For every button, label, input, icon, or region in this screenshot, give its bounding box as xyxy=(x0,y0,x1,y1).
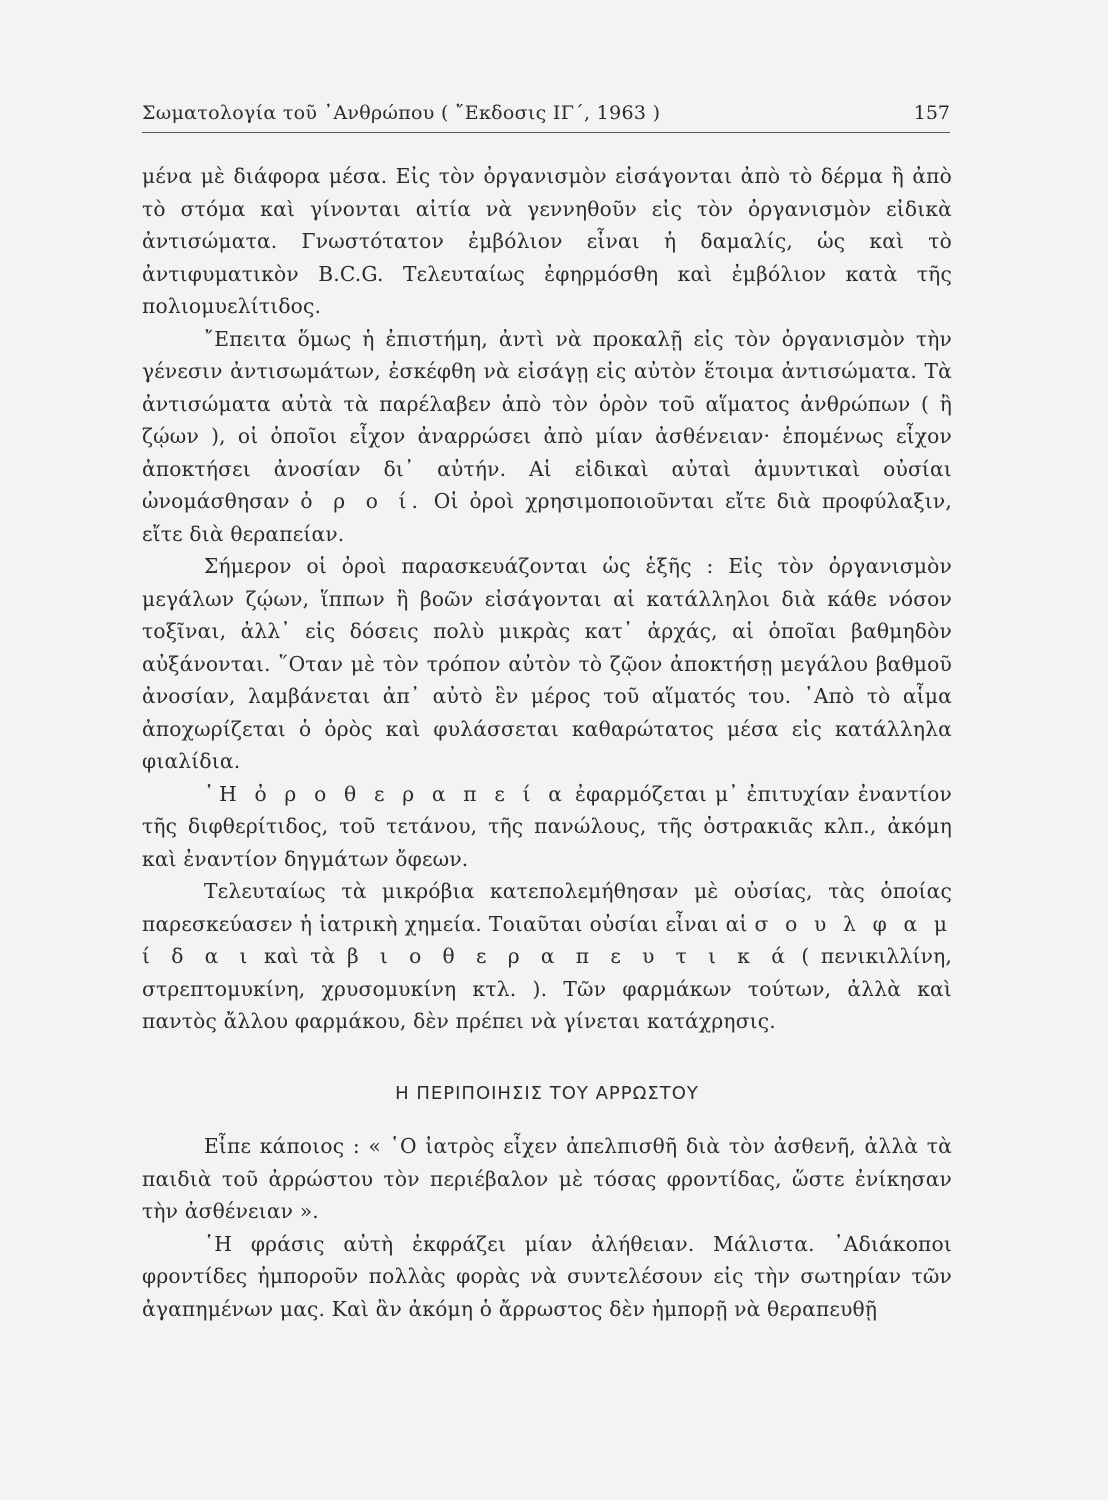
term-orotherapeia: ῾Η ὀ ρ ο θ ε ρ α π ε ί α xyxy=(204,781,567,806)
paragraph-3: Σήμερον οἱ ὀροὶ παρασκευάζονται ὡς ἑξῆς : Εἰς τὸν ὀργανισμὸν μεγάλων ζῴων, ἵππων ἢ βοῶν εἰσάγονται αἱ κατάλληλοι διὰ κάθε νόσον τοξῖναι, ἀλλ᾿ εἰς δόσεις πολὺ μικρὰς κατ᾿ ἀρχάς, αἱ ὁποῖαι βαθμηδὸν αὐξάνονται. ῞Οταν μὲ τὸν τρόπον αὐτὸν τὸ ζῷον ἀποκτήσῃ μεγάλου βαθμοῦ ἀνοσίαν, λαμβάνεται ἀπ᾿ αὐτὸ ἓν μέρος τοῦ αἵματός του. ᾿Απὸ τὸ αἷμα ἀποχωρίζεται ὁ ὀρὸς καὶ φυλάσσεται καθαρώτατος μέσα εἰς κατάλληλα φιαλίδια. xyxy=(142,554,952,773)
paragraph-4-text: ἐφαρμόζεται μ᾿ ἐπιτυχίαν ἐναντίον τῆς διφθερίτιδος, τοῦ τετάνου, τῆς πανώλους, τῆς ὀστρακιᾶς κλπ., ἀκόμη καὶ ἐναντίον δηγμάτων ὄφεων. xyxy=(142,781,953,871)
paragraph-6: Εἶπε κάποιος : « ῾Ο ἰατρὸς εἶχεν ἀπελπισθῆ διὰ τὸν ἀσθενῆ, ἀλλὰ τὰ παιδιὰ τοῦ ἀρρώστου τὸν περιέβαλον μὲ τόσας φροντίδας, ὥστε ἐνίκησαν τὴν ἀσθένειαν ». xyxy=(142,1134,952,1223)
section-heading: Η ΠΕΡΙΠΟΙΗΣΙΣ ΤΟΥ ΑΡΡΩΣΤΟΥ xyxy=(395,1082,699,1104)
term-oroi: ὀ ρ ο ί. xyxy=(300,489,423,513)
term-biotherapeutika: β ι ο θ ε ρ α π ε υ τ ι κ ά xyxy=(346,944,790,968)
term-soulfamidai: σ ο υ λ φ α μ ί δ α ι xyxy=(142,911,952,968)
paragraph-1: μένα μὲ διάφορα μέσα. Εἰς τὸν ὀργανισμὸν εἰσάγονται ἀπὸ τὸ δέρμα ἢ ἀπὸ τὸ στόμα καὶ γίνονται αἰτία νὰ γεννηθοῦν εἰς τὸν ὀργανισμὸν εἰδικὰ ἀντισώματα. Γνωστότατον ἐμβόλιον εἶναι ἡ δαμαλίς, ὡς καὶ τὸ ἀντιφυματικὸν B.C.G. Τελευταίως ἐφηρμόσθη καὶ ἐμβόλιον κατὰ τῆς πολιομυελίτιδος. xyxy=(142,164,952,318)
paragraph-2-end: Οἱ ὀροὶ χρησιμοποιοῦνται εἴτε διὰ προφύλαξιν, εἴτε διὰ θεραπείαν. xyxy=(142,489,952,546)
body-text xyxy=(142,160,952,1325)
paragraph-7: ῾Η φράσις αὐτὴ ἐκφράζει μίαν ἀλήθειαν. Μάλιστα. ᾿Αδιάκοποι φροντίδες ἠμποροῦν πολλὰς φορὰς νὰ συντελέσουν εἰς τὴν σωτηρίαν τῶν ἀγαπημένων μας. Καὶ ἂν ἀκόμη ὁ ἄρρωστος δὲν ἠμπορῇ νὰ θεραπευθῇ xyxy=(142,1231,952,1321)
paragraph-5-end: ( πενικιλλίνη, στρεπτομυκίνη, χρυσομυκίνη κτλ. ). Τῶν φαρμάκων τούτων, ἀλλὰ καὶ παντὸς ἄλλου φαρμάκου, δὲν πρέπει νὰ γίνεται κατάχρησις. xyxy=(142,944,953,1033)
paragraph-5 xyxy=(142,875,952,1038)
paragraph-4 xyxy=(142,778,952,876)
header-title: Σωματολογία τοῦ ᾿Ανθρώπου ( ῎Εκδοσις ΙΓ΄, 1963 ) xyxy=(142,102,661,124)
paragraph-2-text: ῎Επειτα ὅμως ἡ ἐπιστήμη, ἀντὶ νὰ προκαλῇ εἰς τὸν ὀργανισμὸν τὴν γένεσιν ἀντισωμάτων, ἐσκέφθη νὰ εἰσάγῃ εἰς αὐτὸν ἕτοιμα ἀντισώματα. Τὰ ἀντισώματα αὐτὰ τὰ παρέλαβεν ἀπὸ τὸν ὀρὸν τοῦ αἵματος ἀνθρώπων ( ἢ ζῴων ), οἱ ὁποῖοι εἶχον ἀναρρώσει ἀπὸ μίαν ἀσθένειαν· ἑπομένως εἶχον ἀποκτήσει ἀνοσίαν δι᾿ αὐτήν. Αἱ εἰδικαὶ αὐταὶ ἀμυντικαὶ οὐσίαι ὠνομάσθησαν xyxy=(142,326,952,513)
paragraph-2 xyxy=(142,323,952,551)
paragraph-5-start: Τελευταίως τὰ μικρόβια κατεπολεμήθησαν μὲ οὐσίας, τὰς ὁποίας παρεσκεύασεν ἡ ἰατρικὴ χημεία. Τοιαῦται οὐσίαι εἶναι αἱ xyxy=(142,879,952,936)
paragraph-5-mid: καὶ τὰ xyxy=(263,944,336,968)
page-number: 157 xyxy=(913,102,950,124)
running-header xyxy=(142,98,950,133)
